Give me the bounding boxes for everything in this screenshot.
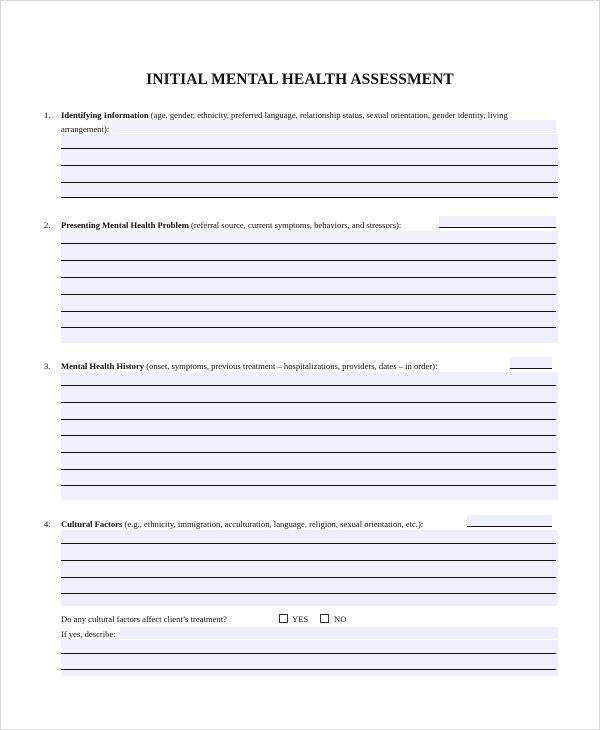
section-3-prompt-text: (onset, symptoms, previous treatment – hospitalizations, providers, dates – in order):: [144, 361, 438, 371]
section-4-inline-field[interactable]: [467, 515, 552, 527]
answer-line: [61, 560, 556, 561]
answer-line: [61, 577, 556, 578]
answer-line: [61, 402, 556, 403]
section-2-prompt-text: (referral source, current symptoms, behaviors, and stressors):: [188, 220, 402, 230]
answer-line: [61, 327, 556, 328]
section-3-heading: Mental Health History: [61, 361, 145, 371]
section-4-prompt: [61, 518, 423, 530]
section-4-prompt-text: (e.g., ethnicity, immigration, acculturation, language, religion, sexual orientation, etc.):: [122, 519, 424, 529]
section-1-answer-area[interactable]: [61, 134, 558, 198]
section-1-prompt-line2: arrangement):: [61, 124, 110, 134]
cultural-describe-area[interactable]: [61, 640, 558, 676]
section-3-number: 3.: [44, 361, 51, 371]
answer-line: [61, 182, 558, 183]
answer-line: [61, 452, 556, 453]
yes-checkbox[interactable]: [279, 614, 288, 623]
answer-line: [61, 197, 558, 198]
answer-line: [61, 148, 558, 149]
section-4-number: 4.: [44, 519, 51, 529]
section-1-heading: Identifying Information: [61, 110, 149, 120]
answer-line: [61, 469, 556, 470]
yes-label: YES: [292, 614, 309, 624]
answer-line: [61, 669, 556, 670]
if-yes-describe-label: If yes, describe:: [61, 629, 116, 639]
answer-line: [61, 277, 556, 278]
section-1-inline-field[interactable]: [112, 120, 556, 133]
answer-line: [61, 419, 556, 420]
answer-line: [61, 653, 556, 654]
cultural-question-text: Do any cultural factors affect client’s treatment?: [61, 614, 227, 624]
answer-line: [61, 294, 556, 295]
answer-line: [61, 543, 556, 544]
section-2-number: 2.: [44, 220, 51, 230]
section-3-answer-area[interactable]: [61, 372, 558, 500]
section-2-prompt: [61, 219, 401, 231]
answer-line: [61, 243, 556, 244]
section-2-answer-area[interactable]: [61, 231, 558, 343]
no-label: NO: [334, 614, 347, 624]
section-2-heading: Presenting Mental Health Problem: [61, 220, 189, 230]
answer-line: [61, 435, 556, 436]
answer-line: [61, 385, 556, 386]
answer-line: [61, 593, 556, 594]
form-title: INITIAL MENTAL HEALTH ASSESSMENT: [146, 71, 454, 88]
section-2-inline-field[interactable]: [439, 216, 556, 228]
if-yes-inline-field[interactable]: [120, 627, 558, 639]
section-3-prompt: [61, 360, 437, 372]
section-4-heading: Cultural Factors: [61, 519, 123, 529]
section-1-prompt-text: (age, gender, ethnicity, preferred language, relationship status, sexual orientation, gender identity, living: [148, 110, 508, 120]
answer-line: [61, 165, 558, 166]
section-4-answer-area[interactable]: [61, 530, 558, 606]
answer-line: [61, 485, 556, 486]
no-checkbox[interactable]: [320, 614, 329, 623]
section-1-number: 1.: [44, 110, 51, 120]
answer-line: [61, 311, 556, 312]
section-3-inline-field[interactable]: [510, 357, 552, 369]
answer-line: [61, 260, 556, 261]
